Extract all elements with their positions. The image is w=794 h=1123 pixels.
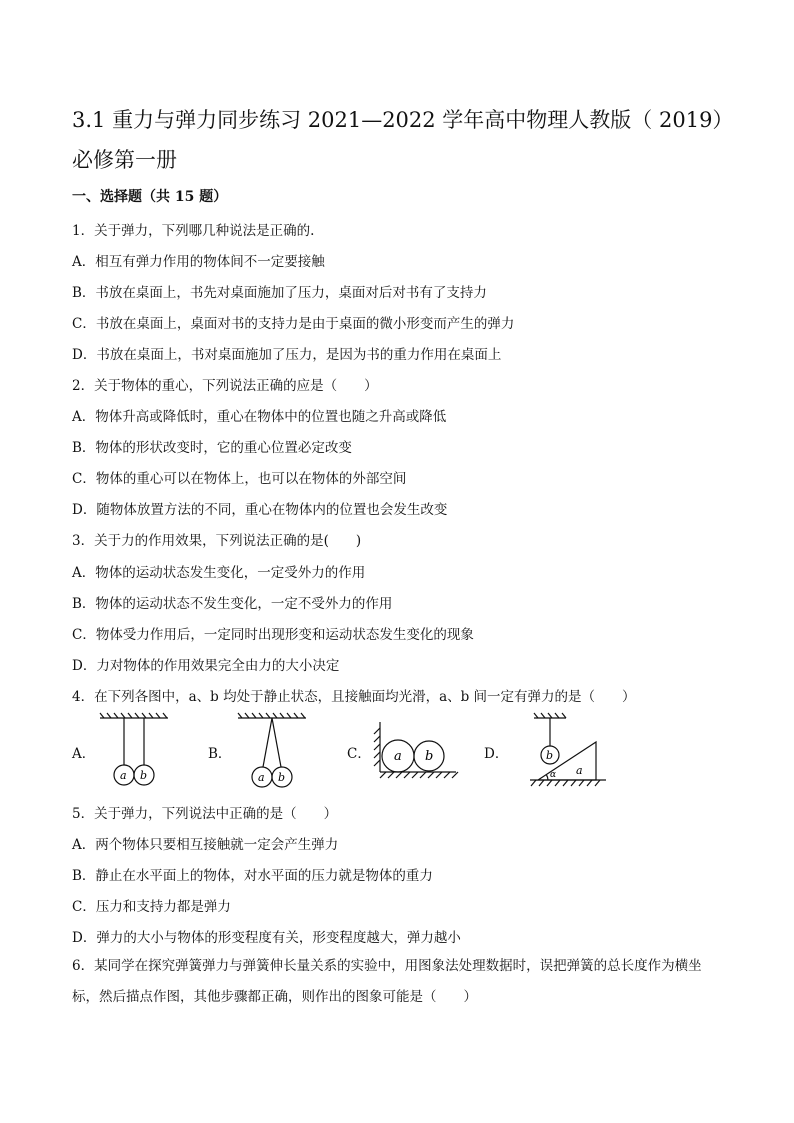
question-1-stem: 1．关于弹力，下列哪几种说法是正确的.: [72, 223, 315, 239]
question-5-stem: 5．关于弹力，下列说法中正确的是（ ）: [72, 806, 338, 822]
figure-b-label-a: a: [258, 771, 265, 784]
question-3-option-d: D．力对物体的作用效果完全由力的大小决定: [72, 658, 340, 674]
question-5-option-c: C．压力和支持力都是弹力: [72, 899, 231, 915]
question-4-option-d: D．: [484, 746, 509, 762]
figure-c-two-balls-on-floor-against-wall: [372, 718, 460, 780]
question-5-option-a: A．两个物体只要相互接触就一定会产生弹力: [72, 837, 339, 853]
figure-a-two-balls-parallel-strings: [98, 712, 170, 788]
question-2-option-d: D．随物体放置方法的不同，重心在物体内的位置也会发生改变: [72, 502, 448, 518]
figure-d-label-a: a: [576, 764, 583, 777]
question-1-option-d: D．书放在桌面上，书对桌面施加了压力，是因为书的重力作用在桌面上: [72, 347, 502, 363]
question-3-option-a: A．物体的运动状态发生变化，一定受外力的作用: [72, 565, 366, 581]
question-3-option-b: B．物体的运动状态不发生变化，一定不受外力的作用: [72, 596, 393, 612]
question-1-option-a: A．相互有弹力作用的物体间不一定要接触: [72, 254, 325, 270]
figure-d-label-alpha: α: [550, 770, 557, 780]
question-3-option-c: C．物体受力作用后，一定同时出现形变和运动状态发生变化的现象: [72, 627, 474, 643]
figure-c-label-b: b: [425, 749, 434, 764]
question-4-option-a: A．: [72, 746, 96, 762]
question-5-option-d: D．弹力的大小与物体的形变程度有关，形变程度越大，弹力越小: [72, 930, 461, 946]
question-2-option-b: B．物体的形状改变时，它的重心位置必定改变: [72, 440, 352, 456]
question-2-option-a: A．物体升高或降低时，重心在物体中的位置也随之升高或降低: [72, 409, 447, 425]
figure-a-label-b: b: [140, 769, 148, 782]
question-5-option-b: B．静止在水平面上的物体，对水平面的压力就是物体的重力: [72, 868, 433, 884]
question-1-option-c: C．书放在桌面上，桌面对书的支持力是由于桌面的微小形变而产生的弹力: [72, 316, 515, 332]
figure-c-label-a: a: [394, 749, 402, 764]
question-4-option-c: C．: [347, 746, 371, 762]
question-3-stem: 3．关于力的作用效果，下列说法正确的是( ): [72, 533, 362, 549]
document-title: 3.1 重力与弹力同步练习 2021—2022 学年高中物理人教版（ 2019）必修第一册: [72, 108, 723, 172]
figure-d-label-b: b: [546, 749, 554, 762]
figure-b-label-b: b: [278, 771, 286, 784]
figure-d-ball-on-wedge: [526, 712, 612, 788]
figure-b-two-balls-converging-strings: [236, 712, 308, 788]
section-heading: 一、选择题（共 15 题）: [72, 189, 228, 205]
question-1-option-b: B．书放在桌面上，书先对桌面施加了压力，桌面对后对书有了支持力: [72, 285, 487, 301]
question-4-option-b: B．: [208, 746, 232, 762]
question-2-option-c: C．物体的重心可以在物体上，也可以在物体的外部空间: [72, 471, 407, 487]
question-4-stem: 4．在下列各图中，a、b 均处于静止状态，且接触面均光滑，a、b 间一定有弹力的是（ ）: [72, 689, 636, 705]
question-6-stem: 6．某同学在探究弹簧弹力与弹簧伸长量关系的实验中，用图象法处理数据时，误把弹簧的总长度作为横坐标，然后描点作图，其他步骤都正确，则作出的图象可能是（ ）: [72, 958, 702, 1005]
figure-a-label-a: a: [120, 769, 127, 782]
question-2-stem: 2．关于物体的重心，下列说法正确的应是（ ）: [72, 378, 378, 394]
